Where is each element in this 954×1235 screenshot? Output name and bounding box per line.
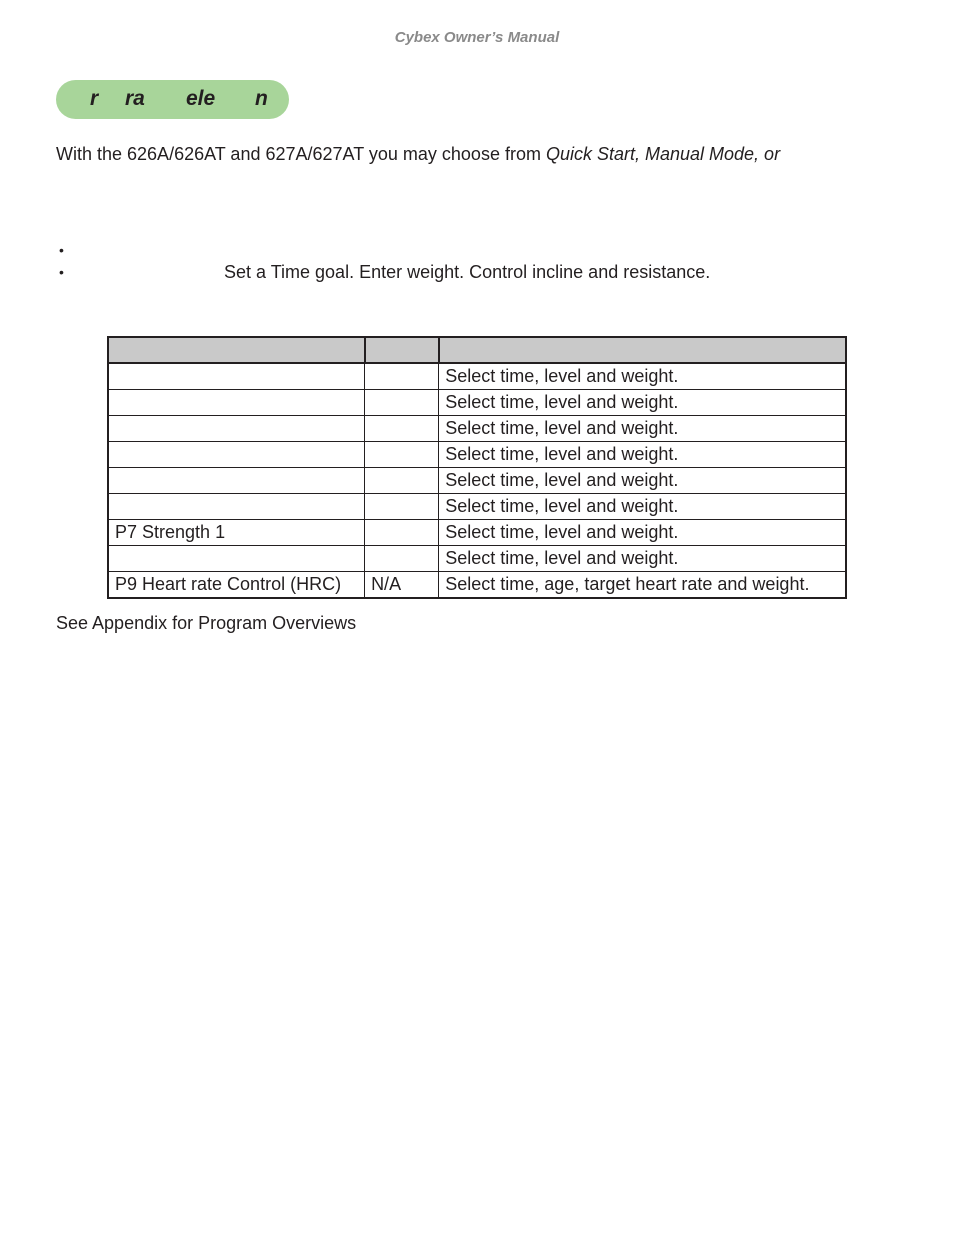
- table-row: [108, 546, 846, 572]
- program-table: [107, 336, 847, 599]
- table-row: [108, 468, 846, 494]
- program-name-cell: [108, 363, 365, 390]
- table-row: [108, 363, 846, 390]
- table-row: [108, 572, 846, 599]
- section-title-fragment: r: [90, 87, 99, 110]
- program-setup-cell: Select time, level and weight.: [439, 520, 846, 546]
- program-value-cell: [365, 442, 439, 468]
- program-value-cell: [365, 546, 439, 572]
- program-setup-cell: Select time, level and weight.: [439, 546, 846, 572]
- program-setup-cell: Select time, level and weight.: [439, 494, 846, 520]
- program-value-cell: N/A: [365, 572, 439, 599]
- program-value-cell: [365, 468, 439, 494]
- program-value-cell: [365, 494, 439, 520]
- program-setup-cell: Select time, level and weight.: [439, 416, 846, 442]
- program-name-cell: P9 Heart rate Control (HRC): [108, 572, 365, 599]
- program-setup-cell: Select time, level and weight.: [439, 468, 846, 494]
- manual-header: Cybex Owner’s Manual: [394, 29, 560, 46]
- intro-emphasis: Quick Start, Manual Mode, or: [545, 144, 781, 164]
- bullet-marker: •: [59, 264, 64, 280]
- program-setup-cell: Select time, level and weight.: [439, 390, 846, 416]
- program-name-cell: [108, 468, 365, 494]
- program-setup-cell: Select time, age, target heart rate and weight.: [439, 572, 846, 599]
- table-row: [108, 520, 846, 546]
- program-value-cell: [365, 520, 439, 546]
- program-setup-cell: Select time, level and weight.: [439, 442, 846, 468]
- program-name-cell: [108, 416, 365, 442]
- column-header: [439, 337, 846, 363]
- bullet-text: Set a Time goal. Enter weight. Control incline and resistance.: [224, 262, 711, 282]
- program-value-cell: [365, 390, 439, 416]
- column-header: [365, 337, 439, 363]
- program-name-cell: [108, 546, 365, 572]
- program-setup-cell: Select time, level and weight.: [439, 363, 846, 390]
- table-row: [108, 442, 846, 468]
- table-header-row: [108, 337, 846, 363]
- appendix-note: See Appendix for Program Overviews: [56, 613, 357, 633]
- program-name-cell: [108, 390, 365, 416]
- program-value-cell: [365, 363, 439, 390]
- section-title-fragment: ele: [186, 87, 216, 110]
- section-title-pill: [56, 80, 289, 119]
- section-title-fragment: ra: [125, 87, 145, 110]
- program-value-cell: [365, 416, 439, 442]
- bullet-marker: •: [59, 242, 64, 258]
- intro-text: With the 626A/626AT and 627A/627AT you may choose from: [56, 144, 546, 164]
- section-title-fragment: n: [255, 87, 268, 110]
- program-name-cell: [108, 442, 365, 468]
- table-row: [108, 494, 846, 520]
- table-row: [108, 390, 846, 416]
- program-name-cell: P7 Strength 1: [108, 520, 365, 546]
- table-row: [108, 416, 846, 442]
- program-name-cell: [108, 494, 365, 520]
- intro-paragraph: [56, 144, 780, 165]
- column-header: [108, 337, 365, 363]
